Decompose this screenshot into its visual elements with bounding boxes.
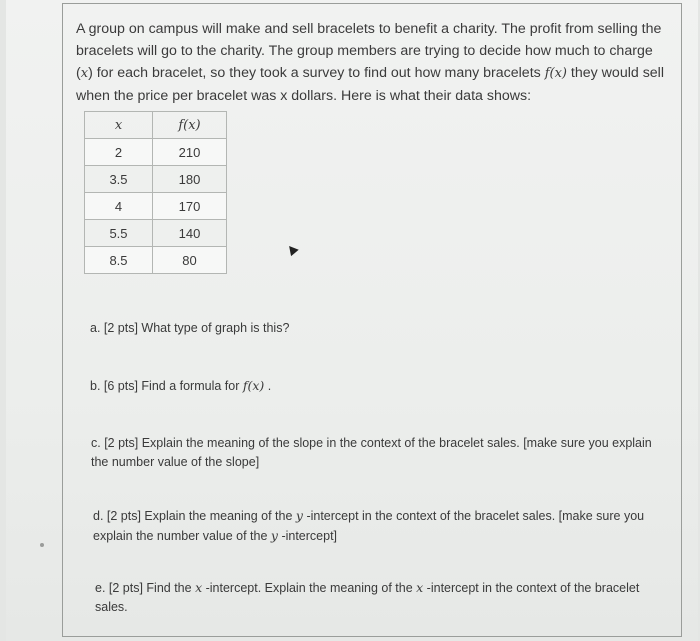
question-b-end: .	[264, 379, 272, 393]
question-e	[95, 578, 670, 617]
question-b	[90, 376, 271, 396]
margin-dot	[40, 543, 44, 547]
question-c-line2: the number value of the slope]	[91, 455, 260, 469]
data-table	[84, 111, 227, 274]
x-variable: x	[80, 66, 89, 81]
table-row	[85, 166, 227, 193]
y-variable: y	[270, 528, 278, 543]
problem-statement	[76, 18, 672, 107]
cell-x: 8.5	[85, 247, 153, 274]
question-d-line2-text: explain the number value of the	[93, 529, 271, 543]
y-variable: y	[295, 508, 303, 523]
cell-x: 4	[85, 193, 153, 220]
table-header-row	[85, 112, 227, 139]
question-d-line1	[93, 506, 668, 526]
question-b-text: b. [6 pts] Find a formula for	[90, 379, 243, 393]
x-variable: x	[416, 580, 424, 595]
question-d-line2	[93, 526, 668, 546]
question-d-line2-end: -intercept]	[277, 529, 338, 543]
question-d	[93, 506, 668, 546]
cell-fx: 80	[153, 247, 227, 274]
intro-text-2: ) for each bracelet, so they took a survey to find out how many bracelets	[88, 65, 545, 81]
question-e-text: e. [2 pts] Find the	[95, 581, 196, 595]
question-e-text-end: -intercept in the context of the bracelet	[423, 581, 640, 595]
cell-fx: 180	[153, 166, 227, 193]
cell-x: 3.5	[85, 166, 153, 193]
table-row	[85, 193, 227, 220]
question-c-line1: c. [2 pts] Explain the meaning of the slope in the context of the bracelet sales. [make sure you explain	[91, 436, 652, 450]
intro-text-3: they would sell when the price per bracelet was x dollars. Here is what their data shows:	[76, 65, 664, 104]
cell-fx: 210	[153, 139, 227, 166]
x-variable: x	[195, 580, 203, 595]
table-row	[85, 247, 227, 274]
cell-fx: 140	[153, 220, 227, 247]
question-d-text-mid: -intercept in the context of the bracelet sales. [make sure you	[302, 509, 645, 523]
intro-text-1: A group on campus will make and sell bracelets to benefit a charity. The profit from selling the bracelets will go to the charity. The group members are trying to decide how much to charge (	[76, 21, 662, 81]
question-a-text: a. [2 pts] What type of graph is this?	[90, 321, 290, 335]
cell-fx: 170	[153, 193, 227, 220]
cell-x: 5.5	[85, 220, 153, 247]
question-c	[91, 434, 671, 472]
question-e-line2: sales.	[95, 600, 128, 614]
table-row	[85, 220, 227, 247]
header-x: x	[85, 112, 153, 139]
fx-function: f(x)	[544, 66, 567, 81]
question-b-fx: f(x)	[242, 378, 265, 393]
cell-x: 2	[85, 139, 153, 166]
question-a	[90, 319, 289, 338]
question-e-text-mid: -intercept. Explain the meaning of the	[202, 581, 417, 595]
question-d-text: d. [2 pts] Explain the meaning of the	[93, 509, 296, 523]
question-e-line1	[95, 578, 670, 598]
table-row	[85, 139, 227, 166]
header-fx: f(x)	[153, 112, 227, 139]
